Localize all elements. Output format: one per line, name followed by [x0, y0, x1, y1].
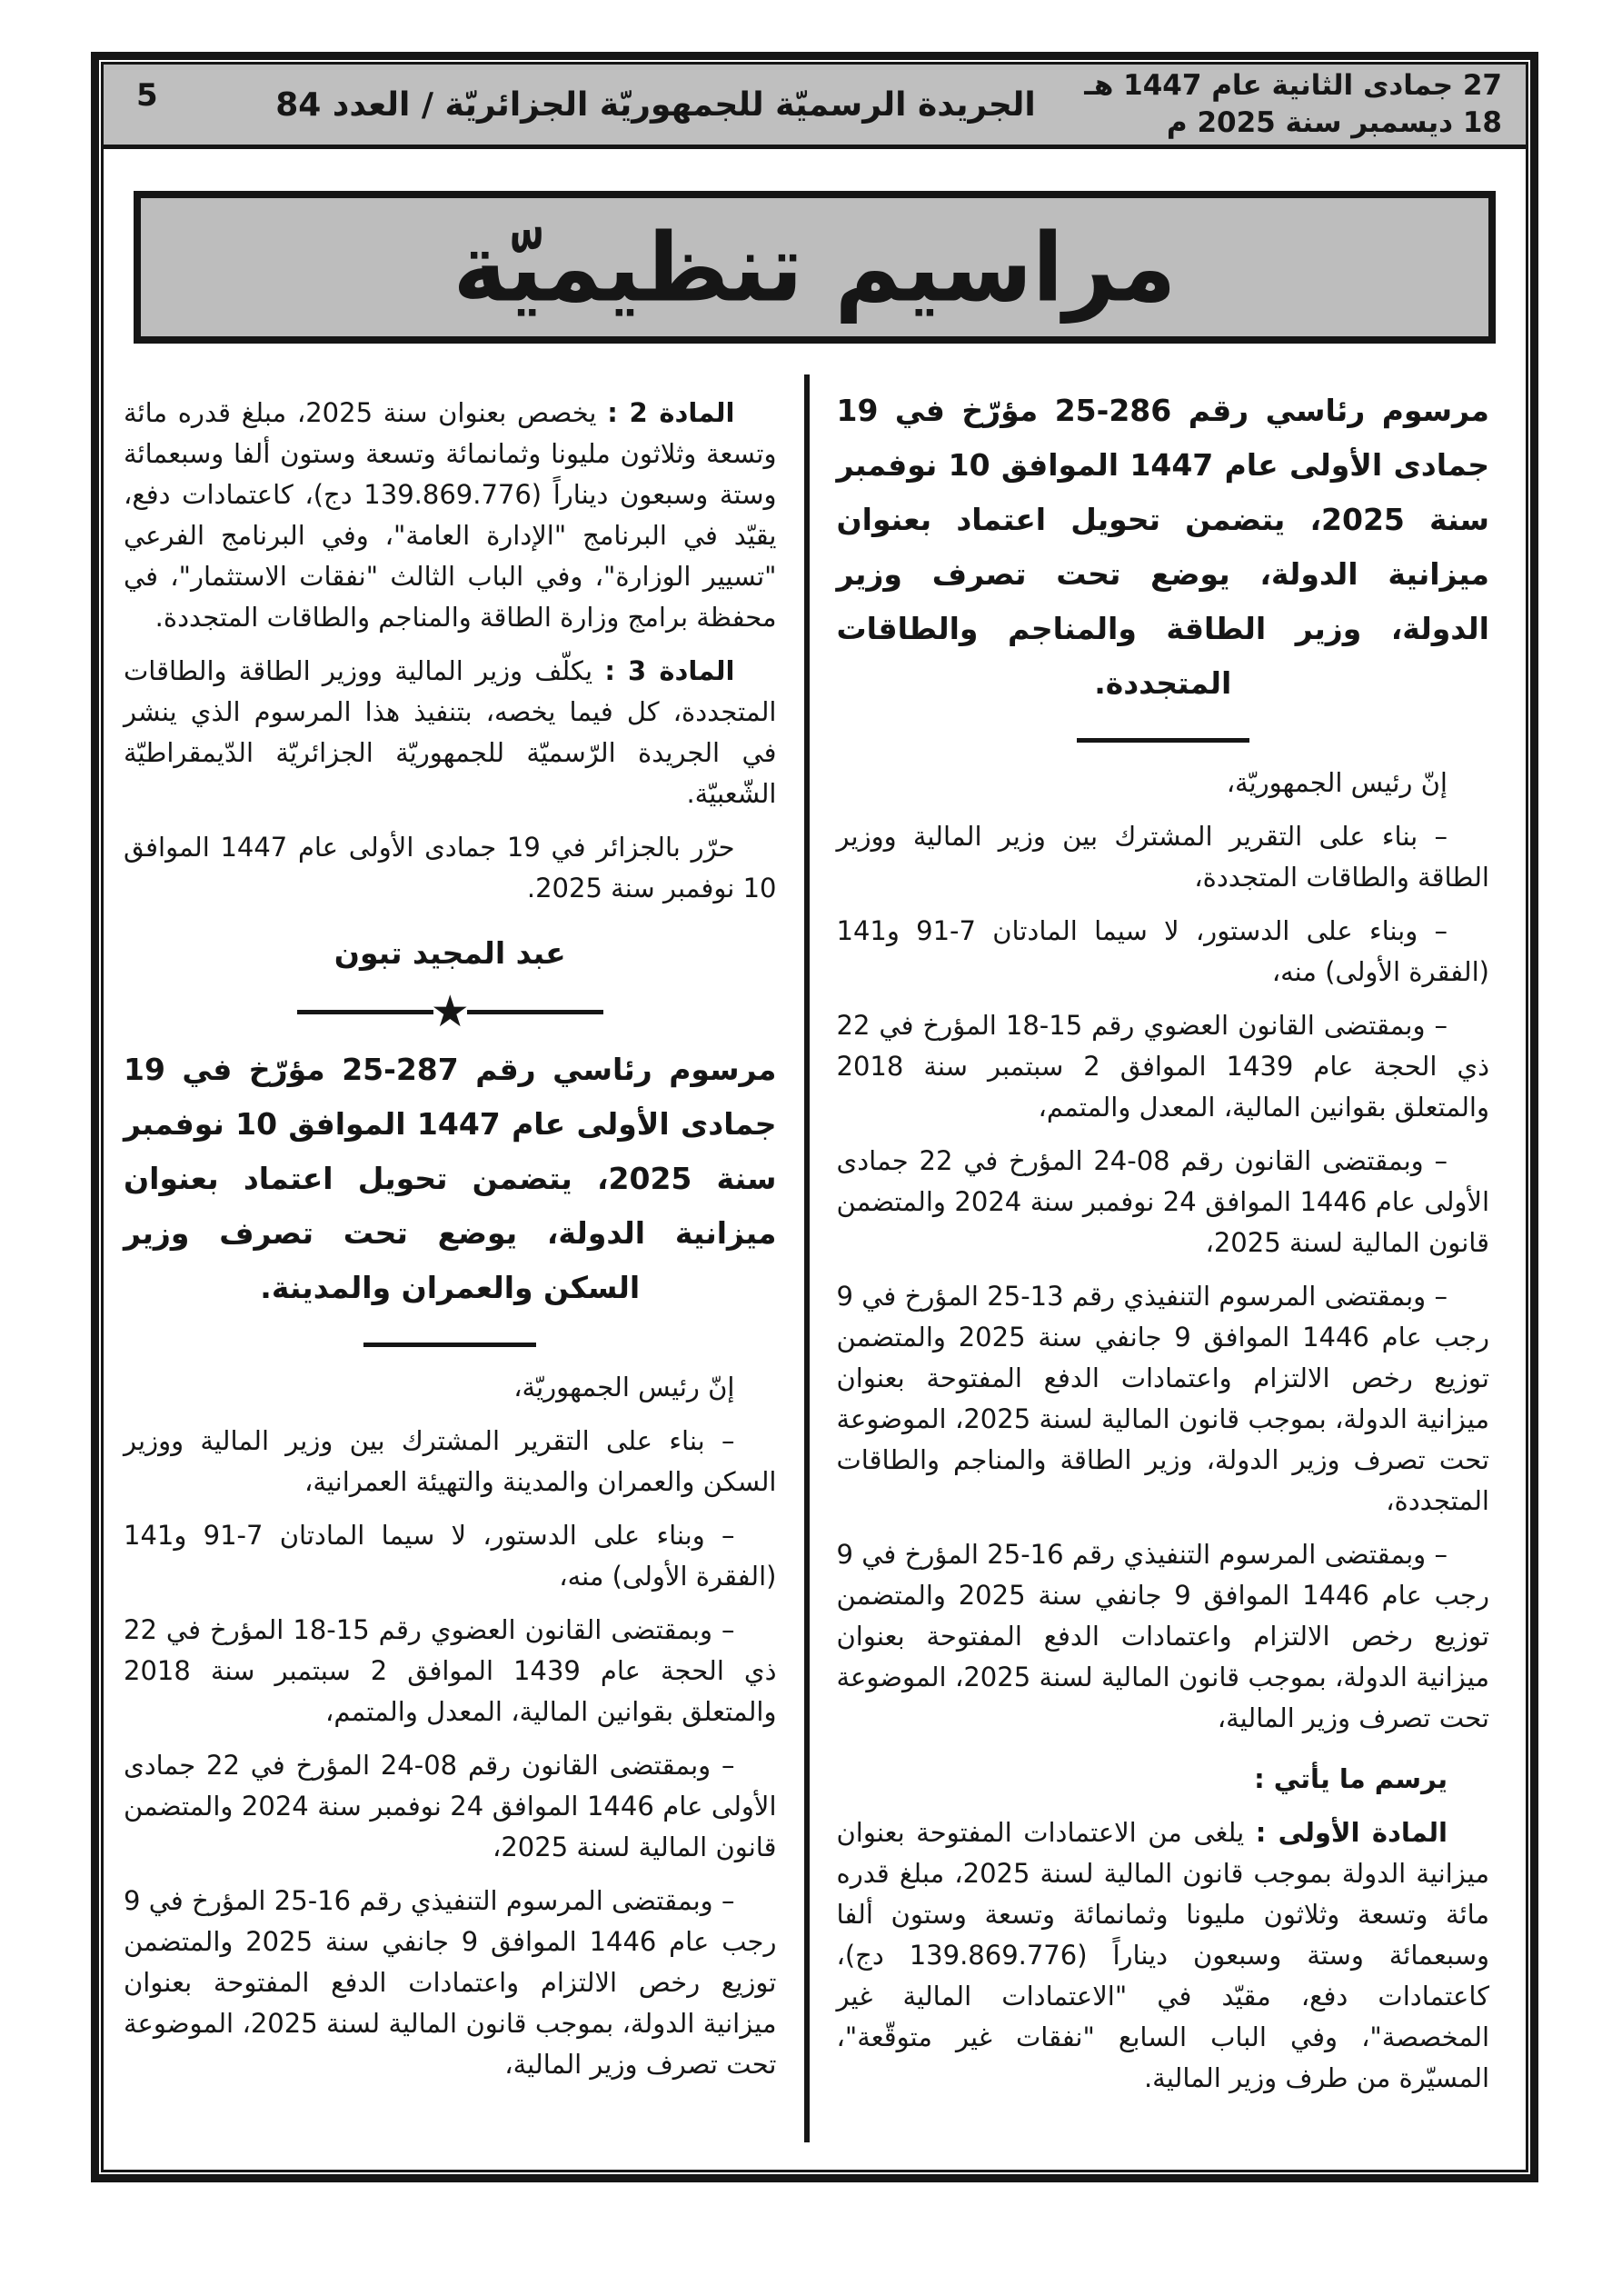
header-date-gregorian: 18 ديسمبر سنة 2025 م — [1166, 106, 1502, 139]
visa-paragraph: – وبمقتضى المرسوم التنفيذي رقم 16-25 المؤرخ في 9 رجب عام 1446 الموافق 9 جانفي سنة 2025 والمتضمن توزيع رخص الالتزام واعتمادات الدفع المفتوحة بعنوان ميزانية الدولة، بموجب قانون المالية لسنة 2025، الموضوعة تحت تصرف وزير المالية، — [836, 1539, 1489, 1733]
enacting-clause: يرسم ما يأتي : — [1254, 1763, 1448, 1794]
decree-287-preamble: إنّ رئيس الجمهوريّة، — [513, 1372, 735, 1403]
signature-name: عبد المجيد تبون — [333, 935, 566, 971]
visa-paragraph: – بناء على التقرير المشترك بين وزير المالية ووزير الطاقة والطاقات المتجددة، — [836, 821, 1489, 893]
separator-line — [1077, 738, 1249, 743]
page-frame — [91, 52, 1538, 2182]
decree-286-preamble: إنّ رئيس الجمهوريّة، — [1226, 767, 1448, 798]
separator-line — [363, 1343, 536, 1347]
decree-287-title: مرسوم رئاسي رقم 287-25 مؤرّخ في 19 جمادى الأولى عام 1447 الموافق 10 نوفمبر سنة 2025، يتضمن تحويل اعتماد بعنوان ميزانية الدولة، يوضع تحت تصرف وزير السكن والعمران والمدينة. — [124, 1052, 777, 1305]
star-icon: ★ — [430, 986, 470, 1037]
visa-paragraph: – وبمقتضى المرسوم التنفيذي رقم 13-25 المؤرخ في 9 رجب عام 1446 الموافق 9 جانفي سنة 2025 والمتضمن توزيع رخص الالتزام واعتمادات الدفع المفتوحة بعنوان ميزانية الدولة، بموجب قانون المالية لسنة 2025، الموضوعة تحت تصرف وزير الدولة، وزير الطاقة والمناجم والطاقات المتجددة، — [836, 1281, 1489, 1516]
visa-paragraph: – وبناء على الدستور، لا سيما المادتان 7-91 و141 (الفقرة الأولى) منه، — [124, 1520, 777, 1592]
column-left — [104, 374, 804, 2142]
decree-286-title: مرسوم رئاسي رقم 286-25 مؤرّخ في 19 جمادى الأولى عام 1447 الموافق 10 نوفمبر سنة 2025، يتضمن تحويل اعتماد بعنوان ميزانية الدولة، يوضع تحت تصرف وزير الدولة، وزير الطاقة والمناجم والطاقات المتجددة. — [836, 393, 1489, 701]
visa-paragraph: – وبمقتضى القانون العضوي رقم 15-18 المؤرخ في 22 ذي الحجة عام 1439 الموافق 2 سبتمبر سنة 2018 والمتعلق بقوانين المالية، المعدل والمتمم، — [836, 1010, 1490, 1123]
article-2-text: يخصص بعنوان سنة 2025، مبلغ قدره مائة وتسعة وثلاثون مليونا وثمانمائة وتسعة وستون ألفا وسبعمائة وستة وسبعون ديناراً (139.869.776 دج)، كاعتمادات دفع، يقيّد في البرنامج "الإدارة العامة"، وفي البرنامج الفرعي "تسيير الوزارة"، وفي الباب الثالث "نفقات الاستثمار"، في محفظة برامج وزارة الطاقة والمناجم والطاقات المتجددة. — [124, 397, 777, 633]
article-1 — [837, 1812, 1490, 2099]
section-banner — [134, 191, 1496, 344]
separator-line — [467, 1010, 603, 1014]
header-date-hijri: 27 جمادى الثانية عام 1447 هـ — [1084, 69, 1502, 102]
article-1-label: المادة الأولى : — [1255, 1817, 1448, 1848]
visa-paragraph: – وبناء على الدستور، لا سيما المادتان 7-91 و141 (الفقرة الأولى) منه، — [836, 915, 1489, 987]
visa-paragraph: – بناء على التقرير المشترك بين وزير المالية ووزير السكن والعمران والمدينة والتهيئة العمرانية، — [124, 1425, 777, 1497]
visa-paragraph: – وبمقتضى القانون رقم 08-24 المؤرخ في 22 جمادى الأولى عام 1446 الموافق 24 نوفمبر سنة 2024 والمتضمن قانون المالية لسنة 2025، — [124, 1750, 777, 1862]
article-3 — [124, 651, 777, 814]
article-3-text: يكلّف وزير المالية ووزير الطاقة والطاقات المتجددة، كل فيما يخصه، بتنفيذ هذا المرسوم الذي ينشر في الجريدة الرّسميّة للجمهوريّة الجزائريّة الدّيمقراطيّة الشّعبيّة. — [124, 655, 777, 809]
header-dates — [1075, 67, 1502, 142]
article-2 — [124, 393, 777, 638]
article-1-text: يلغى من الاعتمادات المفتوحة بعنوان ميزانية الدولة بموجب قانون المالية لسنة 2025، مبلغ قدره مائة وتسعة وثلاثون مليونا وثمانمائة وتسعة وستون ألفا وسبعمائة وستة وسبعون ديناراً (139.869.776 دج)، كاعتمادات دفع، مقيّد في "الاعتمادات المالية غير المخصصة"، وفي الباب السابع "نفقات غير متوقّعة"، المسيّرة من طرف وزير المالية. — [836, 1817, 1490, 2093]
page-number: 5 — [136, 77, 158, 114]
column-right — [810, 374, 1527, 2142]
star-separator — [124, 986, 777, 1037]
visa-paragraph: – وبمقتضى المرسوم التنفيذي رقم 16-25 المؤرخ في 9 رجب عام 1446 الموافق 9 جانفي سنة 2025 والمتضمن توزيع رخص الالتزام واعتمادات الدفع المفتوحة بعنوان ميزانية الدولة، بموجب قانون المالية لسنة 2025، الموضوعة تحت تصرف وزير المالية، — [124, 1885, 777, 2080]
section-banner-title: مراسيم تنظيميّة — [453, 212, 1177, 323]
visa-paragraph: – وبمقتضى القانون رقم 08-24 المؤرخ في 22 جمادى الأولى عام 1446 الموافق 24 نوفمبر سنة 2024 والمتضمن قانون المالية لسنة 2025، — [836, 1145, 1490, 1258]
article-3-label: المادة 3 : — [604, 655, 735, 686]
signature-date: حرّر بالجزائر في 19 جمادى الأولى عام 1447 الموافق 10 نوفمبر سنة 2025. — [124, 832, 777, 903]
article-2-label: المادة 2 : — [607, 397, 735, 428]
visa-paragraph: – وبمقتضى القانون العضوي رقم 15-18 المؤرخ في 22 ذي الحجة عام 1439 الموافق 2 سبتمبر سنة 2018 والمتعلق بقوانين المالية، المعدل والمتمم، — [124, 1614, 777, 1727]
separator-line — [297, 1010, 433, 1014]
journal-title: الجريدة الرسميّة للجمهوريّة الجزائريّة / العدد 84 — [275, 85, 1036, 124]
page-header — [104, 65, 1526, 149]
page-inner-frame — [101, 62, 1528, 2172]
content-columns — [104, 374, 1526, 2142]
column-divider — [804, 374, 810, 2142]
